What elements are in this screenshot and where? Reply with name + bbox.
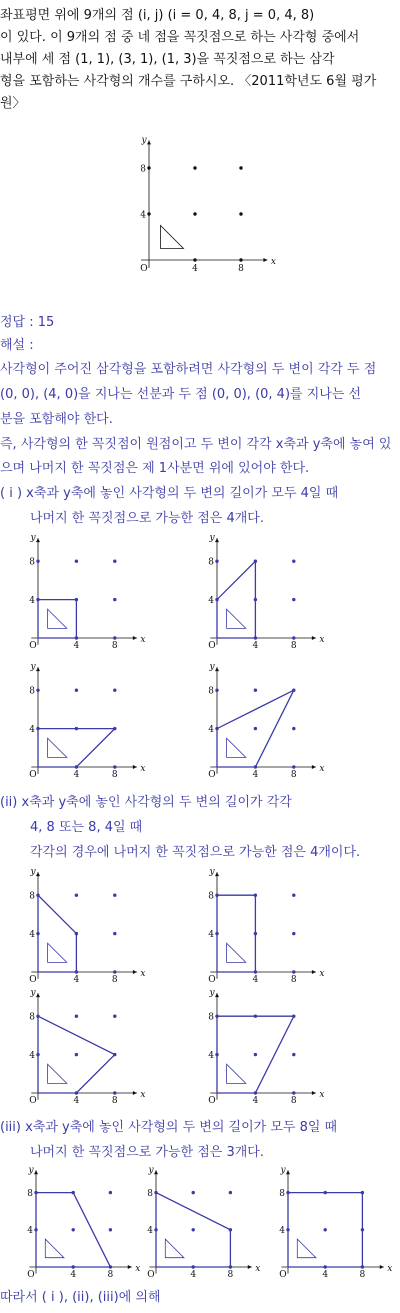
- quadrilateral: [217, 561, 255, 638]
- lattice-point: [254, 1015, 257, 1018]
- y-tick-label-4: 4: [29, 595, 35, 606]
- lattice-point: [75, 1091, 78, 1094]
- case-1-figure-c: [16, 662, 146, 784]
- lattice-point: [239, 258, 242, 261]
- lattice-point: [292, 894, 295, 897]
- y-axis-arrow: [215, 872, 219, 876]
- lattice-point: [292, 1015, 295, 1018]
- problem-line-4: 형을 포함하는 사각형의 개수를 구하시오. 〈2011학년도 6월 평가: [0, 74, 377, 89]
- y-tick-label-8: 8: [208, 557, 214, 568]
- y-axis-label: y: [148, 1165, 154, 1176]
- y-tick-label-8: 8: [29, 891, 35, 902]
- x-tick-label-4: 4: [73, 641, 80, 651]
- problem-line-1: 좌표평면 위에 9개의 점 (i, j) (i = 0, 4, 8, j = 0, 4, 8): [0, 8, 315, 23]
- x-axis-label: x: [319, 635, 325, 645]
- x-tick-label-4: 4: [252, 770, 259, 780]
- solution-intro-3: 분을 포함해야 한다.: [0, 412, 113, 427]
- lattice-point: [254, 1091, 257, 1094]
- origin-label: O: [208, 975, 216, 985]
- lattice-point: [215, 1053, 218, 1056]
- lattice-point: [192, 1191, 195, 1194]
- lattice-point: [254, 932, 257, 935]
- lattice-point: [229, 1265, 232, 1268]
- x-axis-label: x: [140, 635, 146, 645]
- y-tick-label-4: 4: [208, 1050, 214, 1061]
- y-axis-label: y: [209, 662, 215, 673]
- lattice-point: [254, 598, 257, 601]
- y-axis-label: y: [209, 533, 215, 544]
- lattice-point: [292, 1091, 295, 1094]
- x-axis-label: x: [135, 1264, 141, 1274]
- lattice-point: [113, 932, 116, 935]
- y-tick-label-8: 8: [29, 1012, 35, 1023]
- lattice-point: [215, 894, 218, 897]
- inner-triangle: [48, 1064, 67, 1083]
- x-axis-arrow: [128, 1265, 132, 1269]
- y-tick-label-8: 8: [140, 164, 146, 175]
- lattice-point: [75, 560, 78, 563]
- lattice-point: [254, 689, 257, 692]
- x-axis-arrow: [312, 1091, 316, 1095]
- lattice-point: [113, 894, 116, 897]
- x-tick-label-8: 8: [290, 641, 297, 651]
- origin-label: O: [29, 1096, 37, 1106]
- case-1-figure-a: [16, 533, 146, 655]
- lattice-point: [36, 727, 39, 730]
- x-tick-label-8: 8: [111, 770, 118, 780]
- x-tick-label-4: 4: [252, 1096, 259, 1106]
- inner-triangle: [227, 943, 246, 962]
- y-axis-arrow: [36, 538, 40, 542]
- y-tick-label-4: 4: [29, 929, 35, 940]
- lattice-point: [324, 1191, 327, 1194]
- lattice-point: [254, 636, 257, 639]
- case-3-figure-b: [134, 1165, 261, 1282]
- y-axis-label: y: [280, 1165, 286, 1176]
- x-tick-label-4: 4: [73, 1096, 80, 1106]
- x-axis-arrow: [312, 636, 316, 640]
- lattice-point: [75, 970, 78, 973]
- lattice-point: [36, 932, 39, 935]
- lattice-point: [292, 560, 295, 563]
- lattice-point: [113, 598, 116, 601]
- inner-triangle: [48, 609, 67, 628]
- lattice-point: [324, 1265, 327, 1268]
- lattice-point: [292, 598, 295, 601]
- problem-figure: [128, 128, 278, 278]
- lattice-point: [292, 970, 295, 973]
- x-axis-arrow: [133, 1091, 137, 1095]
- inner-triangle: [227, 609, 246, 628]
- y-axis-arrow: [154, 1170, 158, 1174]
- lattice-point: [113, 1053, 116, 1056]
- x-tick-label-8: 8: [290, 770, 297, 780]
- inner-triangle: [297, 1239, 316, 1258]
- x-axis-label: x: [319, 969, 325, 979]
- x-tick-label-8: 8: [111, 1096, 118, 1106]
- y-axis-arrow: [215, 667, 219, 671]
- y-tick-label-4: 4: [147, 1225, 153, 1236]
- y-axis-label: y: [30, 662, 36, 673]
- lattice-point: [215, 598, 218, 601]
- x-tick-label-8: 8: [107, 1270, 114, 1280]
- case-1-line-2: 나머지 한 꼭짓점으로 가능한 점은 4개다.: [30, 511, 264, 526]
- x-axis-arrow: [133, 636, 137, 640]
- lattice-point: [109, 1265, 112, 1268]
- quadrilateral: [38, 895, 76, 972]
- y-tick-label-4: 4: [208, 595, 214, 606]
- y-tick-label-4: 4: [140, 210, 146, 221]
- quadrilateral: [217, 895, 255, 972]
- lattice-point: [192, 1265, 195, 1268]
- x-tick-label-8: 8: [290, 1096, 297, 1106]
- lattice-point: [36, 598, 39, 601]
- lattice-point: [113, 689, 116, 692]
- origin-label: O: [208, 1096, 216, 1106]
- lattice-point: [154, 1191, 157, 1194]
- quadrilateral: [38, 729, 115, 767]
- lattice-point: [292, 1053, 295, 1056]
- y-axis-arrow: [36, 667, 40, 671]
- lattice-point: [254, 765, 257, 768]
- case-2-line-3: 각각의 경우에 나머지 한 꼭짓점으로 가능한 점은 4개이다.: [30, 845, 361, 860]
- lattice-point: [361, 1228, 364, 1231]
- lattice-point: [113, 1091, 116, 1094]
- inner-triangle: [227, 738, 246, 757]
- case-2-figure-d: [195, 988, 325, 1110]
- x-tick-label-4: 4: [252, 975, 259, 985]
- x-axis-label: x: [255, 1264, 261, 1274]
- y-tick-label-8: 8: [279, 1188, 285, 1199]
- lattice-point: [36, 689, 39, 692]
- x-tick-label-8: 8: [359, 1270, 366, 1280]
- lattice-point: [254, 560, 257, 563]
- lattice-point: [229, 1228, 232, 1231]
- lattice-point: [36, 560, 39, 563]
- y-tick-label-4: 4: [208, 929, 214, 940]
- case-2-figure-b: [195, 867, 325, 989]
- lattice-point: [229, 1191, 232, 1194]
- inner-triangle: [48, 738, 67, 757]
- y-axis-label: y: [30, 867, 36, 878]
- x-axis-label: x: [270, 257, 276, 267]
- case-2-line-1: (ii) x축과 y축에 놓인 사각형의 두 변의 길이가 각각: [0, 795, 292, 810]
- lattice-point: [193, 212, 196, 215]
- y-tick-label-8: 8: [208, 686, 214, 697]
- y-tick-label-8: 8: [29, 686, 35, 697]
- lattice-point: [75, 932, 78, 935]
- solution-intro-5: 으며 나머지 한 꼭짓점은 제 1사분면 위에 있어야 한다.: [0, 461, 310, 476]
- case-3-line-1: (iii) x축과 y축에 놓인 사각형의 두 변의 길이가 모두 8일 때: [0, 1120, 338, 1135]
- lattice-point: [109, 1228, 112, 1231]
- problem-line-2: 이 있다. 이 9개의 점 중 네 점을 꼭짓점으로 하는 사각형 중에서: [0, 30, 360, 45]
- x-tick-label-8: 8: [111, 641, 118, 651]
- solution-intro-2: (0, 0), (4, 0)을 지나는 선분과 두 점 (0, 0), (0, 4)를 지나는 선: [0, 387, 362, 402]
- y-axis-arrow: [36, 993, 40, 997]
- x-tick-label-4: 4: [190, 1270, 197, 1280]
- lattice-point: [292, 932, 295, 935]
- lattice-point: [72, 1265, 75, 1268]
- lattice-point: [192, 1228, 195, 1231]
- lattice-point: [239, 212, 242, 215]
- lattice-point: [109, 1191, 112, 1194]
- x-axis-label: x: [140, 1090, 146, 1100]
- lattice-point: [72, 1191, 75, 1194]
- y-axis-arrow: [34, 1170, 38, 1174]
- inner-triangle: [45, 1239, 64, 1258]
- lattice-point: [286, 1191, 289, 1194]
- lattice-point: [324, 1228, 327, 1231]
- lattice-point: [154, 1228, 157, 1231]
- x-tick-label-8: 8: [238, 264, 244, 274]
- x-tick-label-8: 8: [111, 975, 118, 985]
- lattice-point: [36, 894, 39, 897]
- lattice-point: [239, 166, 242, 169]
- lattice-point: [254, 1053, 257, 1056]
- x-axis-arrow: [312, 765, 316, 769]
- case-2-figure-c: [16, 988, 146, 1110]
- y-axis-label: y: [209, 988, 215, 999]
- lattice-point: [254, 894, 257, 897]
- solution-intro-4: 즉, 사각형의 한 꼭짓점이 원점이고 두 변이 각각 x축과 y축에 놓여 있: [0, 437, 392, 452]
- y-tick-label-8: 8: [208, 1012, 214, 1023]
- lattice-point: [292, 636, 295, 639]
- conclusion-line: 따라서 ( i ), (ii), (iii)에 의해: [0, 1290, 161, 1305]
- x-axis-label: x: [319, 764, 325, 774]
- y-axis-arrow: [215, 538, 219, 542]
- y-tick-label-4: 4: [279, 1225, 285, 1236]
- x-tick-label-8: 8: [290, 975, 297, 985]
- lattice-point: [34, 1228, 37, 1231]
- lattice-point: [215, 689, 218, 692]
- x-tick-label-4: 4: [192, 264, 198, 274]
- y-axis-arrow: [147, 140, 151, 144]
- lattice-point: [286, 1228, 289, 1231]
- y-tick-label-8: 8: [29, 557, 35, 568]
- lattice-point: [34, 1191, 37, 1194]
- lattice-point: [113, 1015, 116, 1018]
- lattice-point: [292, 765, 295, 768]
- lattice-point: [75, 1053, 78, 1056]
- y-axis-arrow: [36, 872, 40, 876]
- y-axis-label: y: [141, 135, 147, 146]
- x-tick-label-4: 4: [252, 641, 259, 651]
- lattice-point: [147, 212, 150, 215]
- origin-label: O: [208, 641, 216, 651]
- lattice-point: [36, 1015, 39, 1018]
- case-1-figure-b: [195, 533, 325, 655]
- x-tick-label-4: 4: [322, 1270, 329, 1280]
- lattice-point: [113, 765, 116, 768]
- lattice-point: [361, 1191, 364, 1194]
- lattice-point: [292, 727, 295, 730]
- x-axis-arrow: [263, 258, 267, 262]
- lattice-point: [113, 636, 116, 639]
- origin-label: O: [147, 1270, 155, 1280]
- y-tick-label-8: 8: [208, 891, 214, 902]
- x-axis-arrow: [380, 1265, 384, 1269]
- lattice-point: [113, 560, 116, 563]
- origin-label: O: [140, 264, 148, 274]
- x-axis-label: x: [140, 764, 146, 774]
- case-2-line-2: 4, 8 또는 8, 4일 때: [30, 820, 143, 835]
- lattice-point: [193, 258, 196, 261]
- lattice-point: [75, 689, 78, 692]
- x-tick-label-4: 4: [73, 770, 80, 780]
- case-3-figure-c: [266, 1165, 393, 1282]
- y-axis-label: y: [28, 1165, 34, 1176]
- case-3-figure-a: [14, 1165, 141, 1282]
- x-tick-label-8: 8: [227, 1270, 234, 1280]
- lattice-point: [292, 689, 295, 692]
- y-axis-label: y: [30, 533, 36, 544]
- inner-triangle: [161, 226, 184, 249]
- origin-label: O: [208, 770, 216, 780]
- origin-label: O: [279, 1270, 287, 1280]
- case-1-figure-d: [195, 662, 325, 784]
- y-axis-arrow: [286, 1170, 290, 1174]
- lattice-point: [254, 970, 257, 973]
- lattice-point: [75, 1015, 78, 1018]
- y-axis-label: y: [209, 867, 215, 878]
- lattice-point: [36, 1053, 39, 1056]
- origin-label: O: [27, 1270, 35, 1280]
- solution-intro-1: 사각형이 주어진 삼각형을 포함하려면 사각형의 두 변이 각각 두 점: [0, 362, 377, 377]
- lattice-point: [254, 727, 257, 730]
- case-3-line-2: 나머지 한 꼭짓점으로 가능한 점은 3개다.: [30, 1145, 264, 1160]
- origin-label: O: [29, 770, 37, 780]
- y-axis-arrow: [215, 993, 219, 997]
- y-tick-label-4: 4: [29, 724, 35, 735]
- x-axis-label: x: [319, 1090, 325, 1100]
- case-1-line-1: ( i ) x축과 y축에 놓인 사각형의 두 변의 길이가 모두 4일 때: [0, 486, 339, 501]
- lattice-point: [193, 166, 196, 169]
- lattice-point: [147, 166, 150, 169]
- lattice-point: [215, 1015, 218, 1018]
- answer-label: 정답 : 15: [0, 315, 55, 330]
- lattice-point: [361, 1265, 364, 1268]
- x-axis-label: x: [140, 969, 146, 979]
- y-tick-label-8: 8: [27, 1188, 33, 1199]
- lattice-point: [215, 932, 218, 935]
- origin-label: O: [29, 641, 37, 651]
- lattice-point: [75, 636, 78, 639]
- y-tick-label-4: 4: [29, 1050, 35, 1061]
- inner-triangle: [48, 943, 67, 962]
- lattice-point: [113, 970, 116, 973]
- solution-title: 해설 :: [0, 338, 34, 353]
- x-axis-arrow: [133, 970, 137, 974]
- problem-line-5: 원〉: [0, 96, 26, 111]
- problem-line-3: 내부에 세 점 (1, 1), (3, 1), (1, 3)을 꼭짓점으로 하는 삼각: [0, 52, 335, 67]
- lattice-point: [75, 598, 78, 601]
- inner-triangle: [227, 1064, 246, 1083]
- lattice-point: [75, 727, 78, 730]
- lattice-point: [75, 765, 78, 768]
- origin-label: O: [29, 975, 37, 985]
- x-tick-label-4: 4: [73, 975, 80, 985]
- x-axis-arrow: [248, 1265, 252, 1269]
- lattice-point: [215, 727, 218, 730]
- inner-triangle: [165, 1239, 184, 1258]
- lattice-point: [72, 1228, 75, 1231]
- x-axis-arrow: [312, 970, 316, 974]
- y-tick-label-8: 8: [147, 1188, 153, 1199]
- lattice-point: [75, 894, 78, 897]
- y-axis-label: y: [30, 988, 36, 999]
- lattice-point: [215, 560, 218, 563]
- y-tick-label-4: 4: [27, 1225, 33, 1236]
- case-2-figure-a: [16, 867, 146, 989]
- lattice-point: [113, 727, 116, 730]
- x-axis-arrow: [133, 765, 137, 769]
- x-tick-label-4: 4: [70, 1270, 77, 1280]
- y-tick-label-4: 4: [208, 724, 214, 735]
- x-axis-label: x: [387, 1264, 393, 1274]
